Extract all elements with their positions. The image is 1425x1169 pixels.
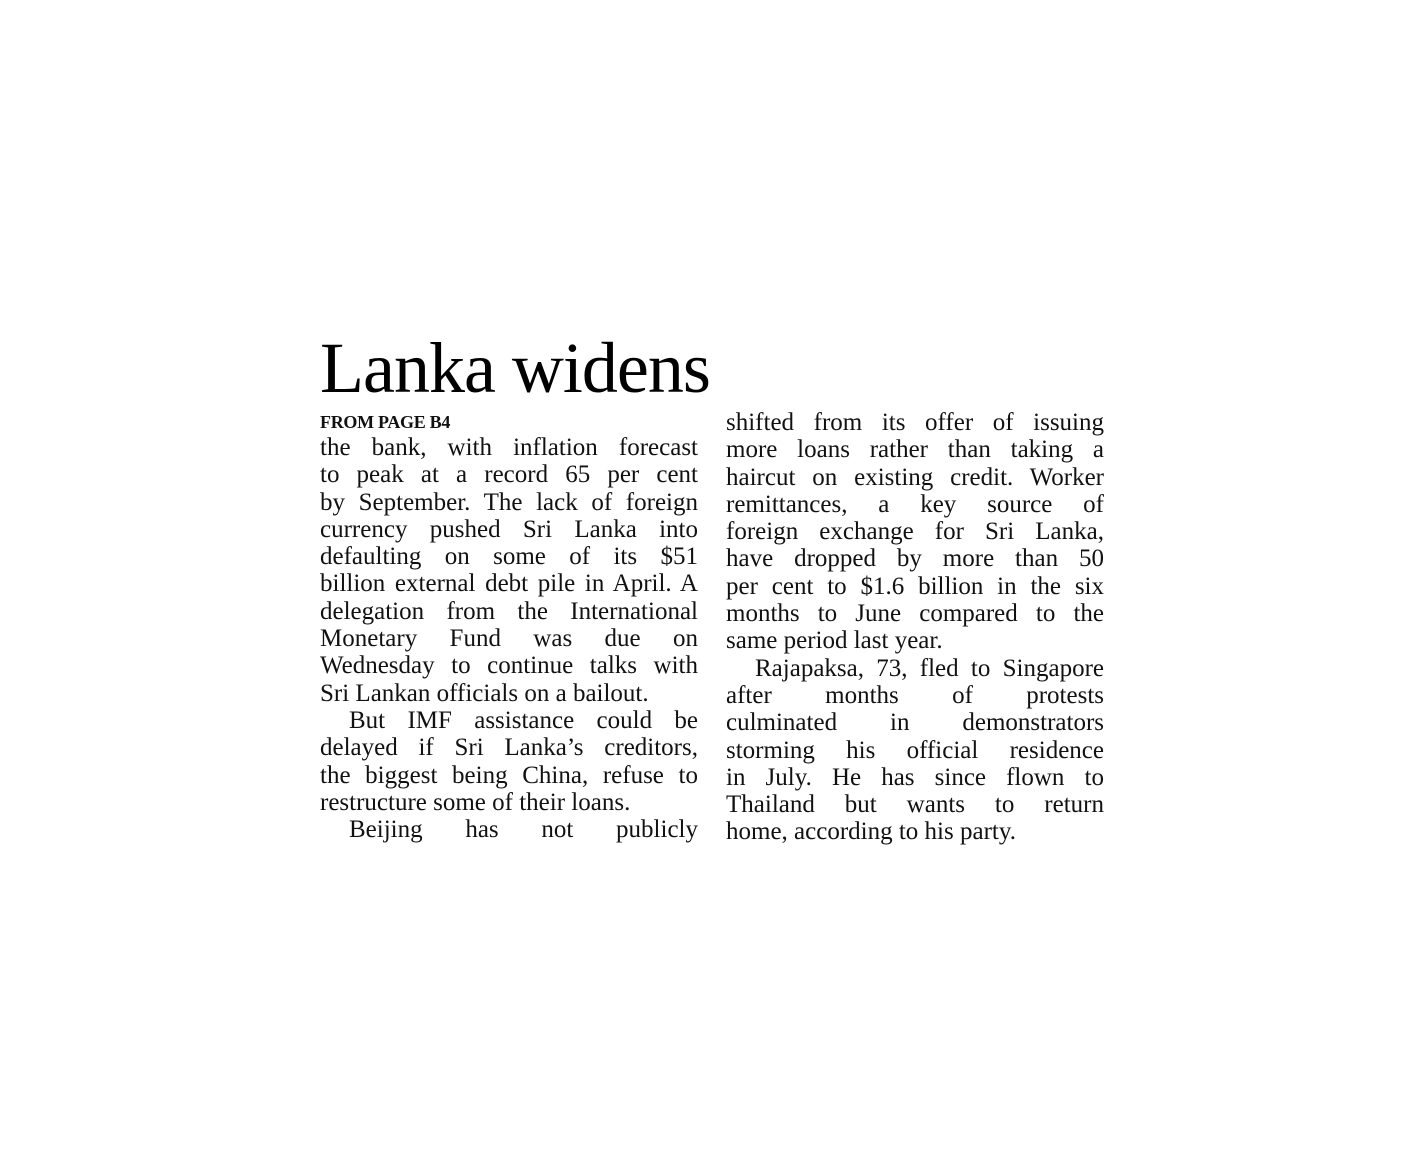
text-line: defaulting on some of its $51 xyxy=(320,543,698,571)
text-line: delayed if Sri Lanka’s creditors, xyxy=(320,734,698,762)
text-line: same period last year. xyxy=(726,627,943,655)
text-line: months to June compared to the xyxy=(726,600,1104,628)
text-line: home, according to his party. xyxy=(726,818,1016,846)
text-line: shifted from its offer of issuing xyxy=(726,409,1104,436)
text-line: Sri Lankan officials on a bailout. xyxy=(320,679,649,707)
text-line: foreign exchange for Sri Lanka, xyxy=(726,518,1104,546)
article xyxy=(320,328,1105,846)
headline: Lanka widens xyxy=(320,328,710,408)
text-line: Monetary Fund was due on xyxy=(320,625,698,653)
text-line: billion external debt pile in April. A xyxy=(320,570,698,598)
text-line: Rajapaksa, 73, fled to Singapore xyxy=(755,654,1104,682)
left-column xyxy=(320,412,698,843)
text-line: remittances, a key source of xyxy=(726,490,1104,518)
text-line: more loans rather than taking a xyxy=(726,436,1104,464)
text-line: culminated in demonstrators xyxy=(726,709,1104,737)
text-line: storming his official residence xyxy=(726,736,1104,764)
text-line: Beijing has not publicly xyxy=(349,816,698,844)
left-column-text xyxy=(320,434,698,843)
text-line: But IMF assistance could be xyxy=(349,706,698,734)
text-line: delegation from the International xyxy=(320,597,698,625)
text-line: in July. He has since flown to xyxy=(726,763,1104,791)
text-line: currency pushed Sri Lanka into xyxy=(320,515,698,543)
right-column xyxy=(726,409,1104,846)
right-column-text xyxy=(726,409,1104,846)
jump-label: FROM PAGE B4 xyxy=(320,412,451,432)
text-line: by September. The lack of foreign xyxy=(320,488,698,516)
text-line: per cent to $1.6 billion in the six xyxy=(726,572,1104,600)
text-line: restructure some of their loans. xyxy=(320,788,631,816)
text-line: haircut on existing credit. Worker xyxy=(726,463,1104,491)
text-line: have dropped by more than 50 xyxy=(726,545,1104,573)
text-line: after months of protests xyxy=(726,681,1104,709)
text-line: Thailand but wants to return xyxy=(726,791,1104,819)
text-line: the biggest being China, refuse to xyxy=(320,761,698,789)
text-line: to peak at a record 65 per cent xyxy=(320,461,698,489)
text-line: Wednesday to continue talks with xyxy=(320,652,698,680)
text-line: the bank, with inflation forecast xyxy=(320,434,698,461)
